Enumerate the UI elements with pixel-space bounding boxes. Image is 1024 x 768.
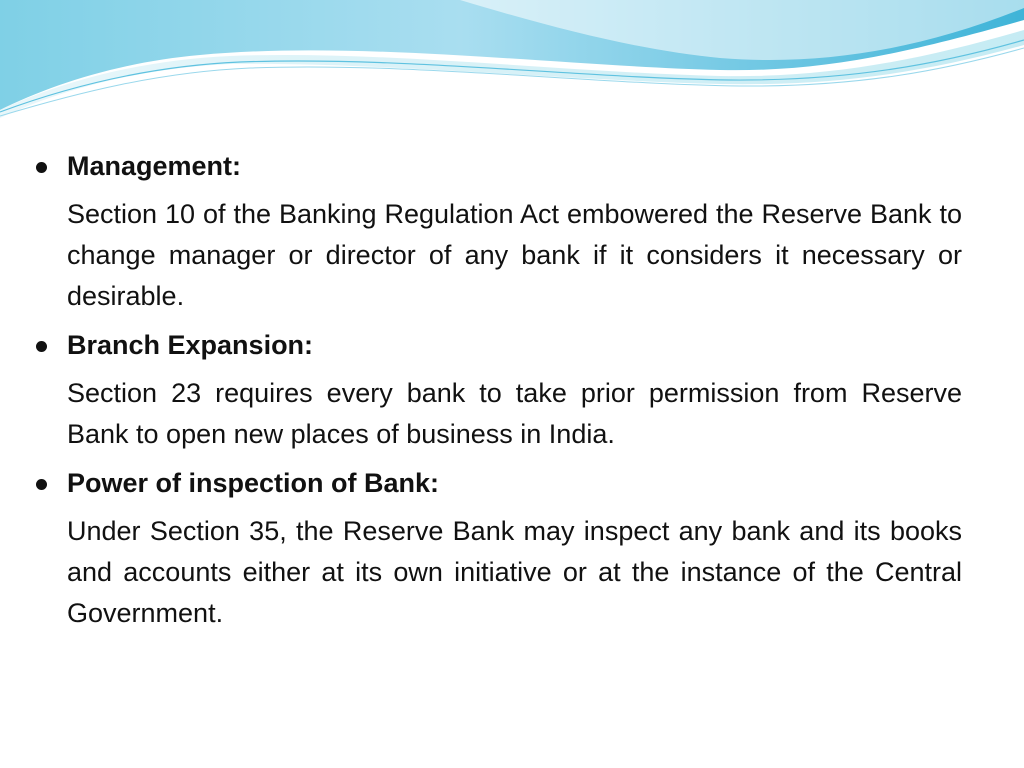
bullet-icon: [30, 344, 67, 354]
section-heading: Power of inspection of Bank:: [67, 468, 440, 498]
slide-body: [30, 146, 962, 642]
section-heading: Branch Expansion:: [67, 330, 314, 360]
bullet-icon: [30, 165, 67, 175]
section-power-of-inspection: [30, 463, 962, 634]
bullet-icon: [30, 482, 67, 492]
bullet-item: [30, 325, 962, 365]
bullet-item: [30, 463, 962, 503]
section-text: Under Section 35, the Reserve Bank may inspect any bank and its books and accounts either at its own initiative or at the instance of the Central Government.: [67, 516, 962, 628]
wave-header-decoration: [0, 0, 1024, 130]
section-branch-expansion: [30, 325, 962, 455]
bullet-item: [30, 146, 962, 186]
section-text: Section 10 of the Banking Regulation Act embowered the Reserve Bank to change manager or director of any bank if it considers it necessary or desirable.: [67, 199, 962, 311]
section-heading: Management:: [67, 151, 242, 181]
section-management: [30, 146, 962, 317]
section-text: Section 23 requires every bank to take prior permission from Reserve Bank to open new places of business in India.: [67, 378, 962, 449]
